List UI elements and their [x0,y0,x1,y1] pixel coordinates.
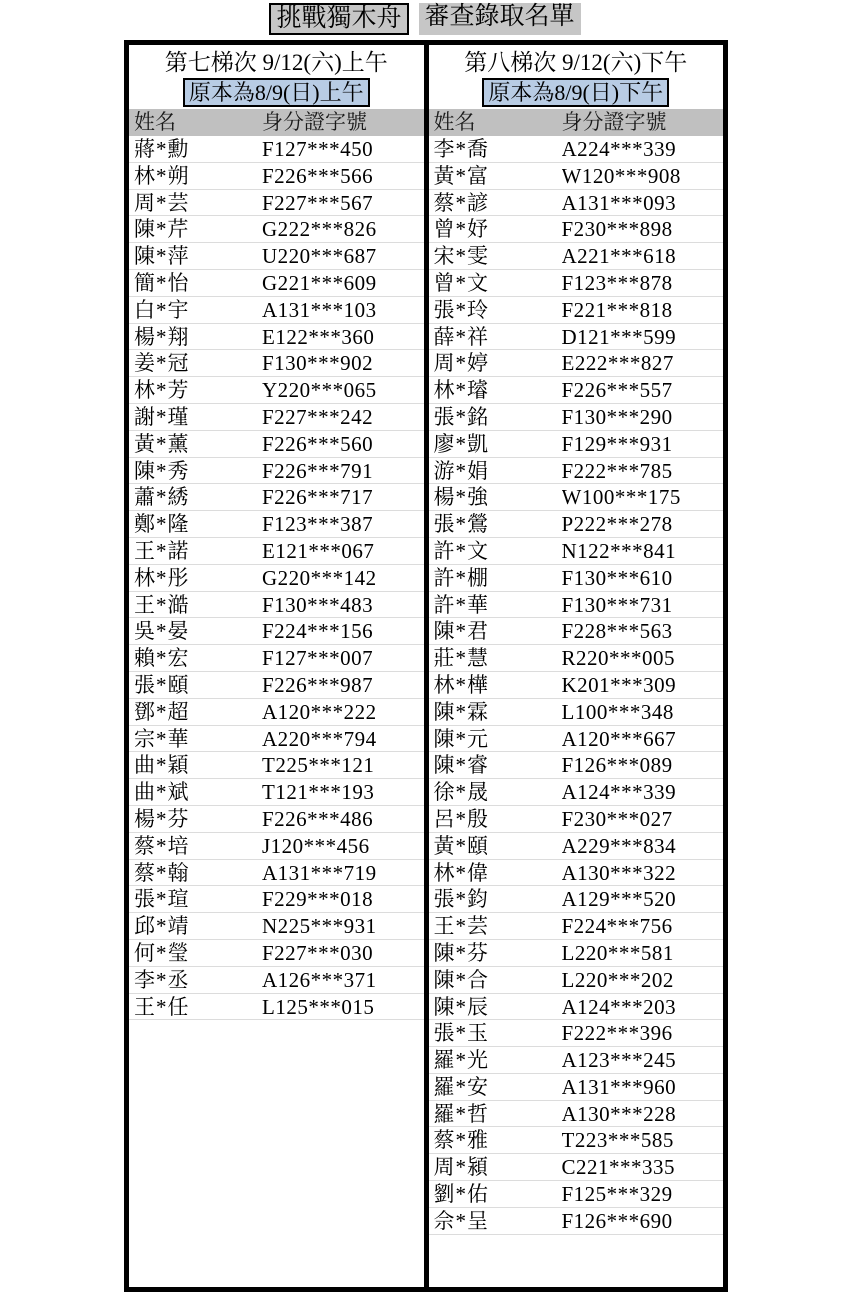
table-row [129,350,424,377]
table-row [129,913,424,940]
name-cell: 林*偉 [433,860,489,885]
name-cell: 黃*薰 [134,431,190,456]
name-cell: 陳*睿 [433,753,489,778]
name-cell: 姜*冠 [134,351,190,376]
id-cell: G222***826 [262,217,377,242]
name-cell: 何*瑩 [134,940,190,965]
table-row [429,994,724,1021]
name-cell: 陳*霖 [433,699,489,724]
name-cell: 羅*安 [433,1074,489,1099]
name-cell: 楊*芬 [134,806,190,831]
document-title [0,3,850,35]
id-cell: E121***067 [262,538,375,563]
id-cell: J120***456 [262,833,370,858]
id-cell: A229***834 [561,833,677,858]
id-cell: L220***581 [561,940,674,965]
name-cell: 簡*怡 [134,270,190,295]
name-cell: 林*樺 [433,672,489,697]
table-row [129,672,424,699]
table-row [129,377,424,404]
id-cell: F221***818 [561,297,673,322]
id-cell: F224***156 [262,619,374,644]
name-cell: 王*任 [134,994,190,1019]
name-cell: 賴*宏 [134,646,190,671]
batch-8-header: 第八梯次 9/12(六)下午 [464,50,688,75]
id-cell: F226***717 [262,485,374,510]
id-cell: A120***222 [262,699,377,724]
table-row [429,726,724,753]
table-row [129,324,424,351]
batch-7-header: 第七梯次 9/12(六)上午 [164,50,388,75]
name-cell: 蔣*勳 [134,137,190,161]
name-cell: 陳*秀 [134,458,190,483]
batch-7-note-row [129,78,424,109]
name-cell: 蔡*翰 [134,860,190,885]
id-cell: F130***290 [561,404,673,429]
name-cell: 林*朔 [134,163,190,188]
name-cell: 林*芳 [134,378,190,403]
batch-8-column [429,45,724,1287]
id-cell: R220***005 [561,646,676,671]
batch-7-column-headers [129,109,424,136]
name-cell: 王*諾 [134,538,190,563]
id-cell: F229***018 [262,887,374,912]
table-row [129,404,424,431]
batch-7-original-date-note: 原本為8/9(日)上午 [183,78,370,107]
table-row [129,538,424,565]
name-cell: 林*璿 [433,378,489,403]
id-cell: F226***557 [561,378,673,403]
table-row [129,431,424,458]
id-cell: F126***089 [561,753,673,778]
table-row [129,592,424,619]
id-cell: A120***667 [561,726,677,751]
id-cell: Y220***065 [262,378,377,403]
name-cell: 徐*晟 [433,780,489,805]
table-row [429,484,724,511]
name-cell: 羅*哲 [433,1101,489,1126]
batch-8-note-row [429,78,724,109]
batch-8-column-headers [429,109,724,136]
table-row [129,618,424,645]
name-cell: 張*玲 [433,297,489,322]
table-row [429,752,724,779]
id-cell: F123***387 [262,512,374,537]
id-cell: F227***030 [262,940,374,965]
name-cell: 羅*光 [433,1048,489,1073]
id-cell: F224***756 [561,914,673,939]
table-row [129,136,424,163]
table-row [129,243,424,270]
name-cell: 李*喬 [433,137,489,161]
id-cell: A220***794 [262,726,377,751]
id-cell: W120***908 [561,163,681,188]
name-cell: 周*婷 [433,351,489,376]
id-cell: A130***228 [561,1101,677,1126]
name-cell: 許*華 [433,592,489,617]
id-cell: A131***103 [262,297,377,322]
name-cell: 莊*慧 [433,646,489,671]
id-cell: D121***599 [561,324,677,349]
name-cell: 許*棚 [433,565,489,590]
name-cell: 廖*凱 [433,431,489,456]
name-cell: 邱*靖 [134,914,190,939]
name-cell: 黃*頤 [433,833,489,858]
table-row [129,565,424,592]
table-row [129,699,424,726]
table-row [429,538,724,565]
id-cell: N225***931 [262,914,377,939]
table-row [429,967,724,994]
id-cell: A124***203 [561,994,677,1019]
table-row [129,726,424,753]
batch-8-rows [429,136,724,1235]
table-row [129,967,424,994]
id-cell: F127***450 [262,137,374,161]
name-cell: 張*鈞 [433,887,489,912]
name-cell: 陳*元 [433,726,489,751]
batch-8-original-date-note: 原本為8/9(日)下午 [482,78,669,107]
table-row [129,940,424,967]
id-cell: F129***931 [561,431,673,456]
table-row [429,1074,724,1101]
table-row [429,297,724,324]
table-row [129,511,424,538]
name-cell: 陳*辰 [433,994,489,1019]
id-cell: F230***898 [561,217,673,242]
name-cell: 曾*妤 [433,217,489,242]
table-row [129,458,424,485]
id-cell: F226***566 [262,163,374,188]
id-cell: F130***610 [561,565,673,590]
table-row [429,699,724,726]
table-row [429,940,724,967]
table-row [129,886,424,913]
id-cell: F130***902 [262,351,374,376]
name-cell: 謝*瑾 [134,404,190,429]
table-row [429,913,724,940]
table-row [129,994,424,1021]
id-cell: A123***245 [561,1048,677,1073]
id-cell: F227***242 [262,404,374,429]
table-row [429,431,724,458]
id-cell: A130***322 [561,860,677,885]
table-row [429,243,724,270]
table-row [429,806,724,833]
id-column-header: 身分證字號 [262,110,367,134]
id-cell: F126***690 [561,1208,673,1233]
id-cell: F127***007 [262,646,374,671]
name-cell: 王*澔 [134,592,190,617]
title-list-type: 審查錄取名單 [419,3,581,35]
table-row [429,350,724,377]
table-row [429,1020,724,1047]
name-cell: 游*娟 [433,458,489,483]
name-cell: 陳*芹 [134,217,190,242]
name-cell: 鄧*超 [134,699,190,724]
id-cell: F123***878 [561,270,673,295]
id-cell: C221***335 [561,1155,676,1180]
id-cell: A126***371 [262,967,377,992]
table-row [429,270,724,297]
id-cell: F130***731 [561,592,673,617]
id-column-header: 身分證字號 [561,110,667,134]
name-cell: 佘*呈 [433,1208,489,1233]
table-row [429,1154,724,1181]
table-row [129,806,424,833]
id-cell: F226***987 [262,672,374,697]
id-cell: A131***960 [561,1074,677,1099]
name-cell: 黃*富 [433,163,489,188]
id-cell: F125***329 [561,1182,673,1207]
name-cell: 吳*晏 [134,619,190,644]
name-cell: 蔡*諺 [433,190,489,215]
name-cell: 蔡*培 [134,833,190,858]
id-cell: G220***142 [262,565,377,590]
table-row [429,860,724,887]
table-row [129,484,424,511]
table-row [429,190,724,217]
name-cell: 陳*芬 [433,940,489,965]
id-cell: F226***486 [262,806,374,831]
table-row [429,1127,724,1154]
id-cell: P222***278 [561,512,673,537]
name-cell: 曲*穎 [134,753,190,778]
table-row [129,297,424,324]
table-row [429,458,724,485]
id-cell: T223***585 [561,1128,674,1153]
id-cell: U220***687 [262,244,377,269]
id-cell: L100***348 [561,699,674,724]
id-cell: A129***520 [561,887,677,912]
id-cell: L220***202 [561,967,674,992]
table-row [429,779,724,806]
name-cell: 王*芸 [433,914,489,939]
name-cell: 宋*雯 [433,244,489,269]
id-cell: A131***719 [262,860,377,885]
table-row [429,404,724,431]
table-row [429,136,724,163]
name-cell: 楊*強 [433,485,489,510]
name-cell: 曲*斌 [134,780,190,805]
table-row [429,886,724,913]
id-cell: A224***339 [561,137,677,161]
name-cell: 白*宇 [134,297,190,322]
name-cell: 蔡*雅 [433,1128,489,1153]
batch-7-column [129,45,424,1287]
name-cell: 張*頤 [134,672,190,697]
table-row [129,833,424,860]
table-row [429,511,724,538]
table-row [429,1181,724,1208]
name-cell: 陳*合 [433,967,489,992]
table-row [429,377,724,404]
table-row [429,833,724,860]
id-cell: G221***609 [262,270,377,295]
table-row [429,592,724,619]
name-cell: 蕭*綉 [134,485,190,510]
table-row [429,618,724,645]
id-cell: W100***175 [561,485,681,510]
name-cell: 張*瑄 [134,887,190,912]
id-cell: F222***396 [561,1021,673,1046]
name-cell: 宗*華 [134,726,190,751]
id-cell: A131***093 [561,190,677,215]
name-cell: 張*鶯 [433,512,489,537]
table-row [429,672,724,699]
id-cell: L125***015 [262,994,375,1019]
table-row [129,752,424,779]
name-cell: 劉*佑 [433,1182,489,1207]
table-row [129,645,424,672]
id-cell: F226***791 [262,458,374,483]
table-row [429,645,724,672]
name-cell: 張*玉 [433,1021,489,1046]
name-cell: 曾*文 [433,270,489,295]
name-cell: 陳*君 [433,619,489,644]
name-cell: 陳*萍 [134,244,190,269]
id-cell: K201***309 [561,672,677,697]
id-cell: A124***339 [561,780,677,805]
table-row [429,1047,724,1074]
id-cell: F230***027 [561,806,673,831]
id-cell: F227***567 [262,190,374,215]
name-cell: 鄭*隆 [134,512,190,537]
name-cell: 周*芸 [134,190,190,215]
table-row [429,1208,724,1235]
table-row [129,779,424,806]
id-cell: T121***193 [262,780,375,805]
table-row [129,270,424,297]
table-row [429,216,724,243]
name-column-header: 姓名 [433,110,476,134]
name-column-header: 姓名 [134,110,176,134]
id-cell: T225***121 [262,753,375,778]
table-row [429,1101,724,1128]
id-cell: F226***560 [262,431,374,456]
name-cell: 李*丞 [134,967,190,992]
title-activity: 挑戰獨木舟 [269,3,408,35]
table-row [129,216,424,243]
id-cell: E222***827 [561,351,674,376]
name-cell: 林*彤 [134,565,190,590]
table-row [129,190,424,217]
id-cell: F222***785 [561,458,673,483]
table-row [429,163,724,190]
table-row [429,565,724,592]
table-row [129,163,424,190]
name-cell: 周*潁 [433,1155,489,1180]
name-cell: 楊*翔 [134,324,190,349]
name-cell: 薛*祥 [433,324,489,349]
id-cell: E122***360 [262,324,375,349]
roster-table [124,40,728,1292]
table-row [429,324,724,351]
table-row [129,860,424,887]
id-cell: N122***841 [561,538,677,563]
name-cell: 呂*殷 [433,806,489,831]
id-cell: A221***618 [561,244,677,269]
name-cell: 張*銘 [433,404,489,429]
batch-7-rows [129,136,424,1020]
name-cell: 許*文 [433,538,489,563]
id-cell: F130***483 [262,592,374,617]
id-cell: F228***563 [561,619,673,644]
